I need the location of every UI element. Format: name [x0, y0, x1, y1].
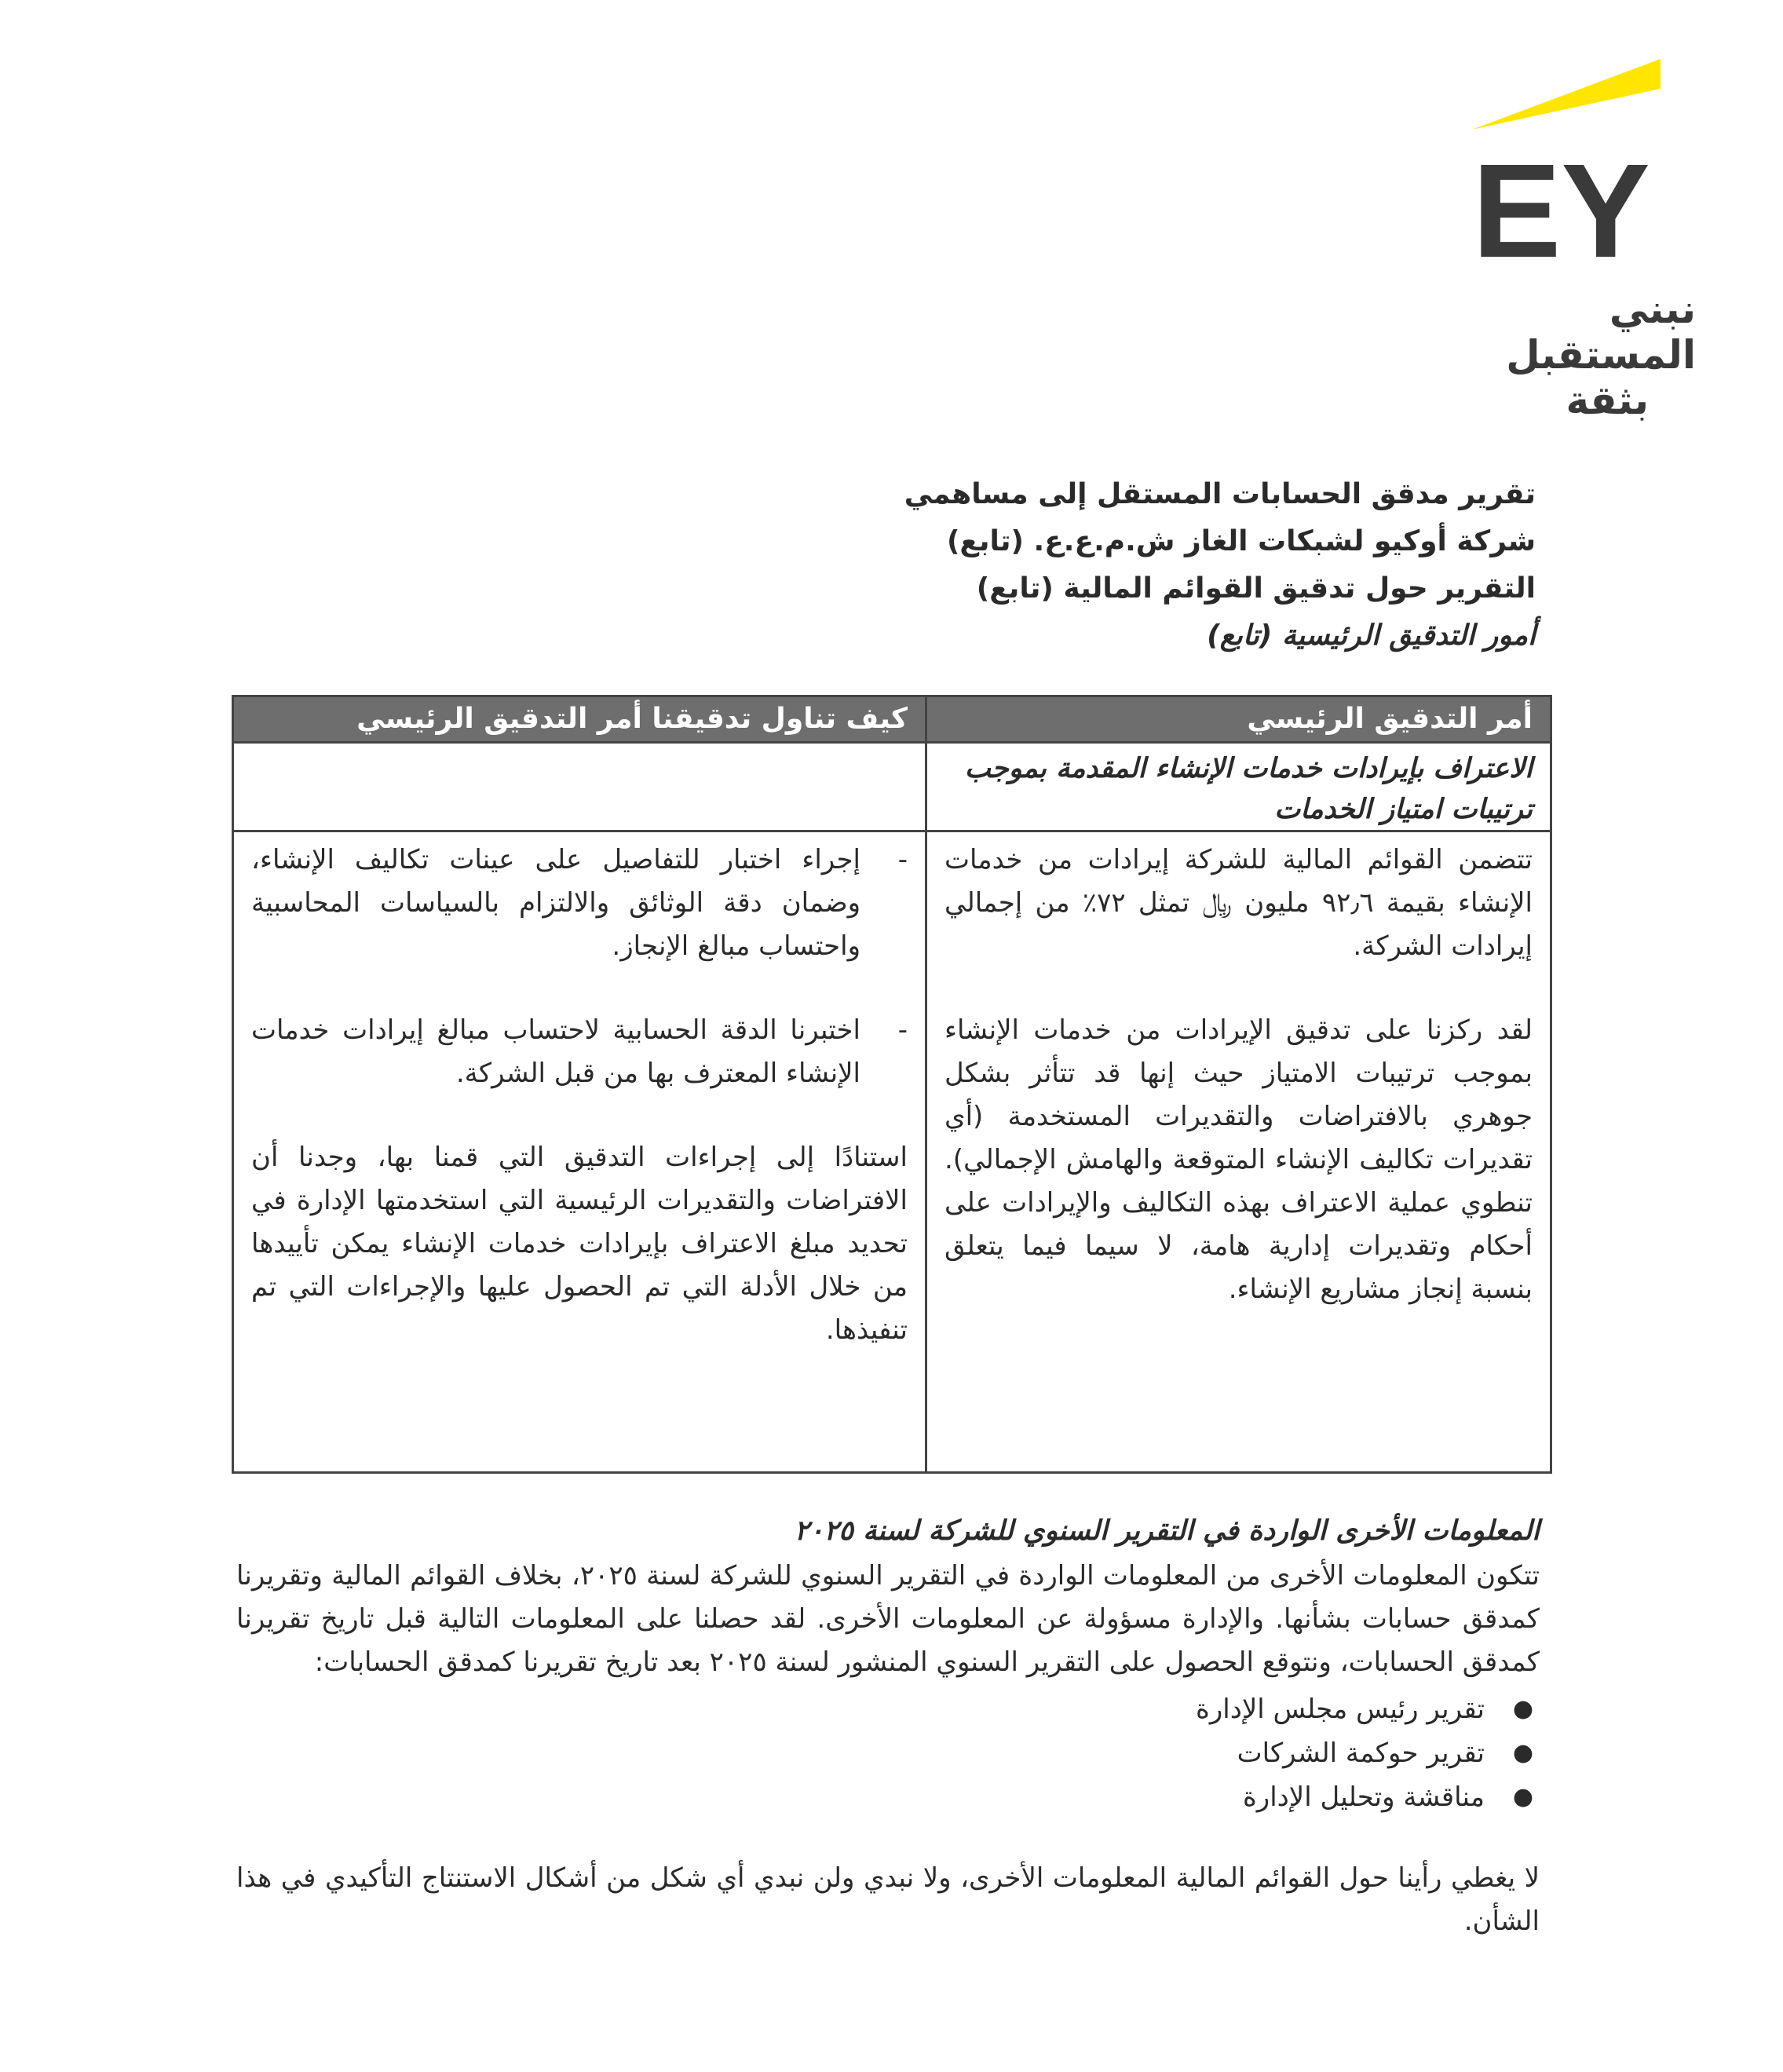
ey-logo-mark: [1472, 59, 1731, 263]
bullet-icon: ●: [1512, 1695, 1533, 1723]
logo-tagline-line2: بثقة: [1566, 378, 1649, 423]
closing-paragraph: لا يغطي رأينا حول القوائم المالية المعلومات الأخرى، ولا نبدي ولن نبدي أي شكل من أشكال الاستنتاج التأكيدي في هذا الشأن.: [236, 1862, 1540, 1937]
response-item: [251, 839, 908, 968]
response-item: [251, 1009, 908, 1095]
header-audit-response: كيف تناول تدقيقنا أمر التدقيق الرئيسي: [356, 703, 908, 735]
bullet-icon: ●: [1512, 1739, 1533, 1767]
matter-description: [925, 832, 1550, 1474]
matter-paragraph-1: تتضمن القوائم المالية للشركة إيرادات من خدمات الإنشاء بقيمة ٩٢٫٦ مليون ﷼ تمثل ٧٢٪ من إجمالي إيرادات الشركة.: [944, 844, 1533, 962]
other-information-title: المعلومات الأخرى الواردة في التقرير السنوي للشركة لسنة ٢٠٢٥: [794, 1515, 1540, 1547]
bullet-icon: ●: [1512, 1783, 1533, 1811]
ey-logo: [1405, 59, 1719, 423]
logo-tagline: [1413, 287, 1696, 423]
list-item-text: تقرير حوكمة الشركات: [1237, 1738, 1485, 1769]
company-name: شركة أوكيو لشبكات الغاز ش.م.ع.ع. (تابع): [946, 525, 1536, 557]
svg-text:EY: EY: [1472, 137, 1650, 263]
response-conclusion: استنادًا إلى إجراءات التدقيق التي قمنا بها، وجدنا أن الافتراضات والتقديرات الرئيسية التي استخدمتها الإدارة في تحديد مبلغ الاعتراف بإيرادات خدمات الإنشاء يمكن تأييدها من خلال الأدلة التي تم الحصول عليها والإجراءات التي تم تنفيذها.: [251, 1142, 908, 1346]
response-item-text: إجراء اختبار للتفاصيل على عينات تكاليف الإنشاء، وضمان دقة الوثائق والالتزام بالسياسات المحاسبية واحتساب مبالغ الإنجاز.: [251, 844, 860, 962]
matter-title-row: [234, 744, 1550, 832]
response-item-text: اختبرنا الدقة الحسابية لاحتساب مبالغ إيرادات خدمات الإنشاء المعترف بها من قبل الشركة.: [251, 1014, 860, 1089]
list-item: [236, 1775, 1533, 1819]
subsection-title: أمور التدقيق الرئيسية (تابع): [1207, 619, 1536, 652]
report-headings: [751, 471, 1536, 660]
list-item-text: مناقشة وتحليل الإدارة: [1242, 1781, 1485, 1813]
section-title: التقرير حول تدقيق القوائم المالية (تابع): [976, 572, 1536, 605]
dash-marker: -: [897, 1014, 908, 1046]
table-header-row: [234, 697, 1550, 744]
matter-title-empty-cell: [234, 744, 925, 830]
other-information-list: [236, 1687, 1540, 1819]
other-information-section: [236, 1507, 1540, 1943]
other-information-paragraph: تتكون المعلومات الأخرى من المعلومات الواردة في التقرير السنوي للشركة لسنة ٢٠٢٥، بخلاف القوائم المالية وتقريرنا كمدقق حسابات بشأنها. والإدارة مسؤولة عن المعلومات الأخرى. لقد حصلنا على المعلومات التالية قبل تاريخ تقريرنا كمدقق الحسابات، ونتوقع الحصول على التقرير السنوي المنشور لسنة ٢٠٢٥ بعد تاريخ تقريرنا كمدقق الحسابات:: [236, 1560, 1540, 1678]
matter-paragraph-2: لقد ركزنا على تدقيق الإيرادات من خدمات الإنشاء بموجب ترتيبات الامتياز حيث إنها قد تتأثر بشكل جوهري بالافتراضات والتقديرات المستخدمة (أي تقديرات تكاليف الإنشاء المتوقعة والهامش الإجمالي). تنطوي عملية الاعتراف بهذه التكاليف والإيرادات على أحكام وتقديرات إدارية هامة، لا سيما فيما يتعلق بنسبة إنجاز مشاريع الإنشاء.: [944, 1014, 1533, 1305]
dash-marker: -: [897, 844, 908, 875]
list-item: [236, 1687, 1533, 1731]
report-title: تقرير مدقق الحسابات المستقل إلى مساهمي: [904, 478, 1536, 510]
key-audit-matters-table: [232, 695, 1552, 1474]
header-key-audit-matter: أمر التدقيق الرئيسي: [925, 697, 1550, 741]
table-body-row: [234, 832, 1550, 1474]
logo-tagline-line1: نبني المستقبل: [1506, 287, 1696, 378]
list-item: [236, 1731, 1533, 1775]
matter-title: الاعتراف بإيرادات خدمات الإنشاء المقدمة بموجب ترتيبات امتياز الخدمات: [925, 744, 1550, 830]
list-item-text: تقرير رئيس مجلس الإدارة: [1196, 1694, 1485, 1725]
audit-response: [234, 832, 925, 1474]
